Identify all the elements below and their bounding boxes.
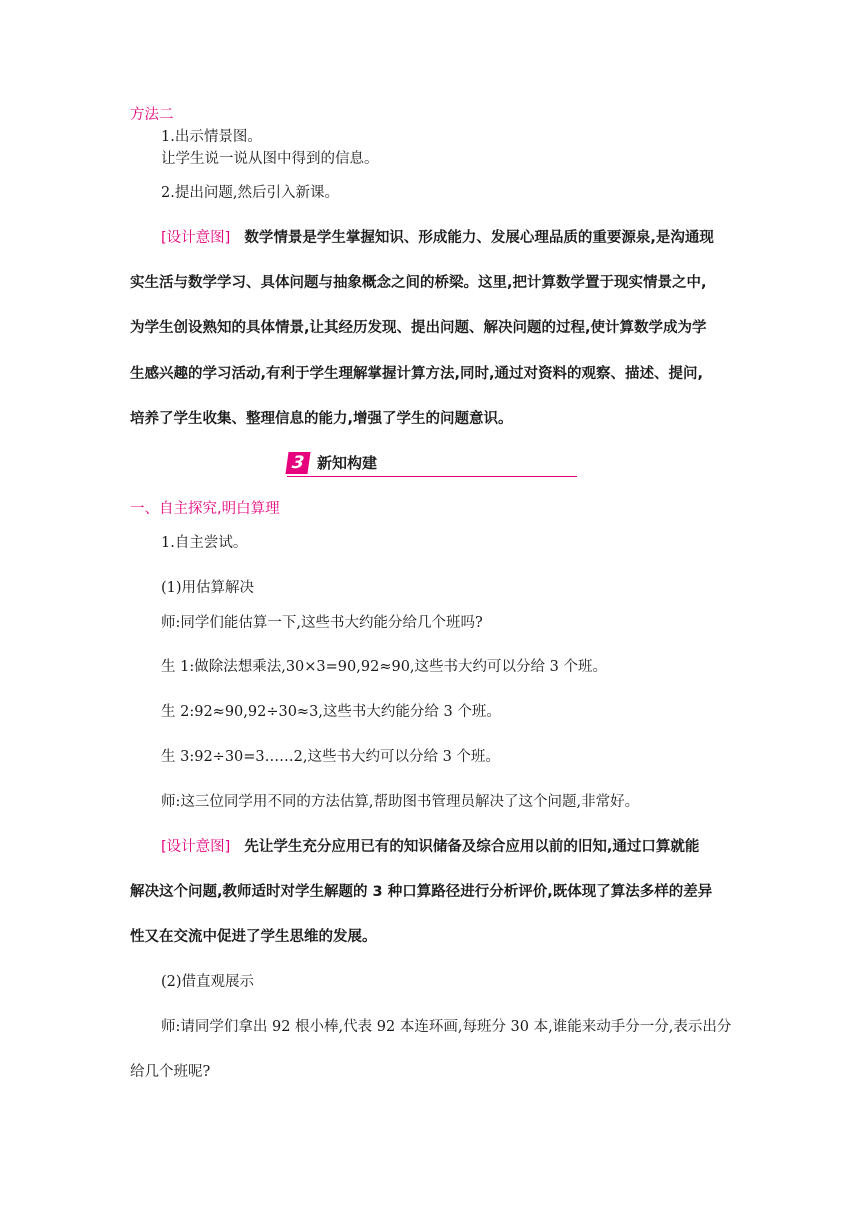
teacher-instruction-line-2: 给几个班呢? <box>130 1064 211 1080</box>
method-step-1-detail: 让学生说一说从图中得到的信息。 <box>161 151 379 167</box>
teacher-summary: 师:这三位同学用不同的方法估算,帮助图书管理员解决了这个问题,非常好。 <box>161 794 640 810</box>
design-intent-tag: [设计意图] <box>161 839 231 855</box>
section-number-badge: 3 <box>285 452 310 474</box>
student-2-answer: 生 2:92≈90,92÷30≈3,这些书大约能分给 3 个班。 <box>161 704 501 720</box>
part-step-1: 1.自主尝试。 <box>161 535 248 551</box>
student-3-answer: 生 3:92÷30=3……2,这些书大约可以分给 3 个班。 <box>161 749 500 765</box>
design-intent-1-line-4: 生感兴趣的学习活动,有利于学生理解掌握计算方法,同时,通过对资料的观察、描述、提问, <box>130 366 704 382</box>
design-intent-2-line-2: 解决这个问题,教师适时对学生解题的 3 种口算路径进行分析评价,既体现了算法多样的差异 <box>130 884 713 900</box>
design-intent-1-line-2: 实生活与数学学习、具体问题与抽象概念之间的桥梁。这里,把计算数学置于现实情景之中, <box>130 275 707 291</box>
design-intent-2-line-3: 性又在交流中促进了学生思维的发展。 <box>130 929 377 945</box>
design-intent-1-line-3: 为学生创设熟知的具体情景,让其经历发现、提出问题、解决问题的过程,使计算数学成为学 <box>130 320 707 336</box>
sub-heading-estimate: (1)用估算解决 <box>161 580 255 596</box>
section-divider <box>287 476 577 477</box>
design-intent-1-line-1: [设计意图] 数学情景是学生掌握知识、形成能力、发展心理品质的重要源泉,是沟通现 <box>161 230 714 246</box>
design-intent-2-line-1: [设计意图] 先让学生充分应用已有的知识储备及综合应用以前的旧知,通过口算就能 <box>161 839 700 855</box>
method-step-1: 1.出示情景图。 <box>161 129 262 145</box>
section-title: 新知构建 <box>317 454 378 472</box>
method-step-2: 2.提出问题,然后引入新课。 <box>161 185 339 201</box>
teacher-instruction-line-1: 师:请同学们拿出 92 根小棒,代表 92 本连环画,每班分 30 本,谁能来动手分一分,表示出分 <box>161 1019 732 1035</box>
student-1-answer: 生 1:做除法想乘法,30×3=90,92≈90,这些书大约可以分给 3 个班。 <box>161 659 607 675</box>
design-intent-1-line-5: 培养了学生收集、整理信息的能力,增强了学生的问题意识。 <box>130 411 513 427</box>
section-header <box>287 452 577 478</box>
design-intent-tag: [设计意图] <box>161 230 231 246</box>
sub-heading-visual: (2)借直观展示 <box>161 974 255 990</box>
part-heading: 一、自主探究,明白算理 <box>130 501 280 517</box>
teacher-question: 师:同学们能估算一下,这些书大约能分给几个班吗? <box>161 615 483 631</box>
method-heading: 方法二 <box>130 107 174 123</box>
